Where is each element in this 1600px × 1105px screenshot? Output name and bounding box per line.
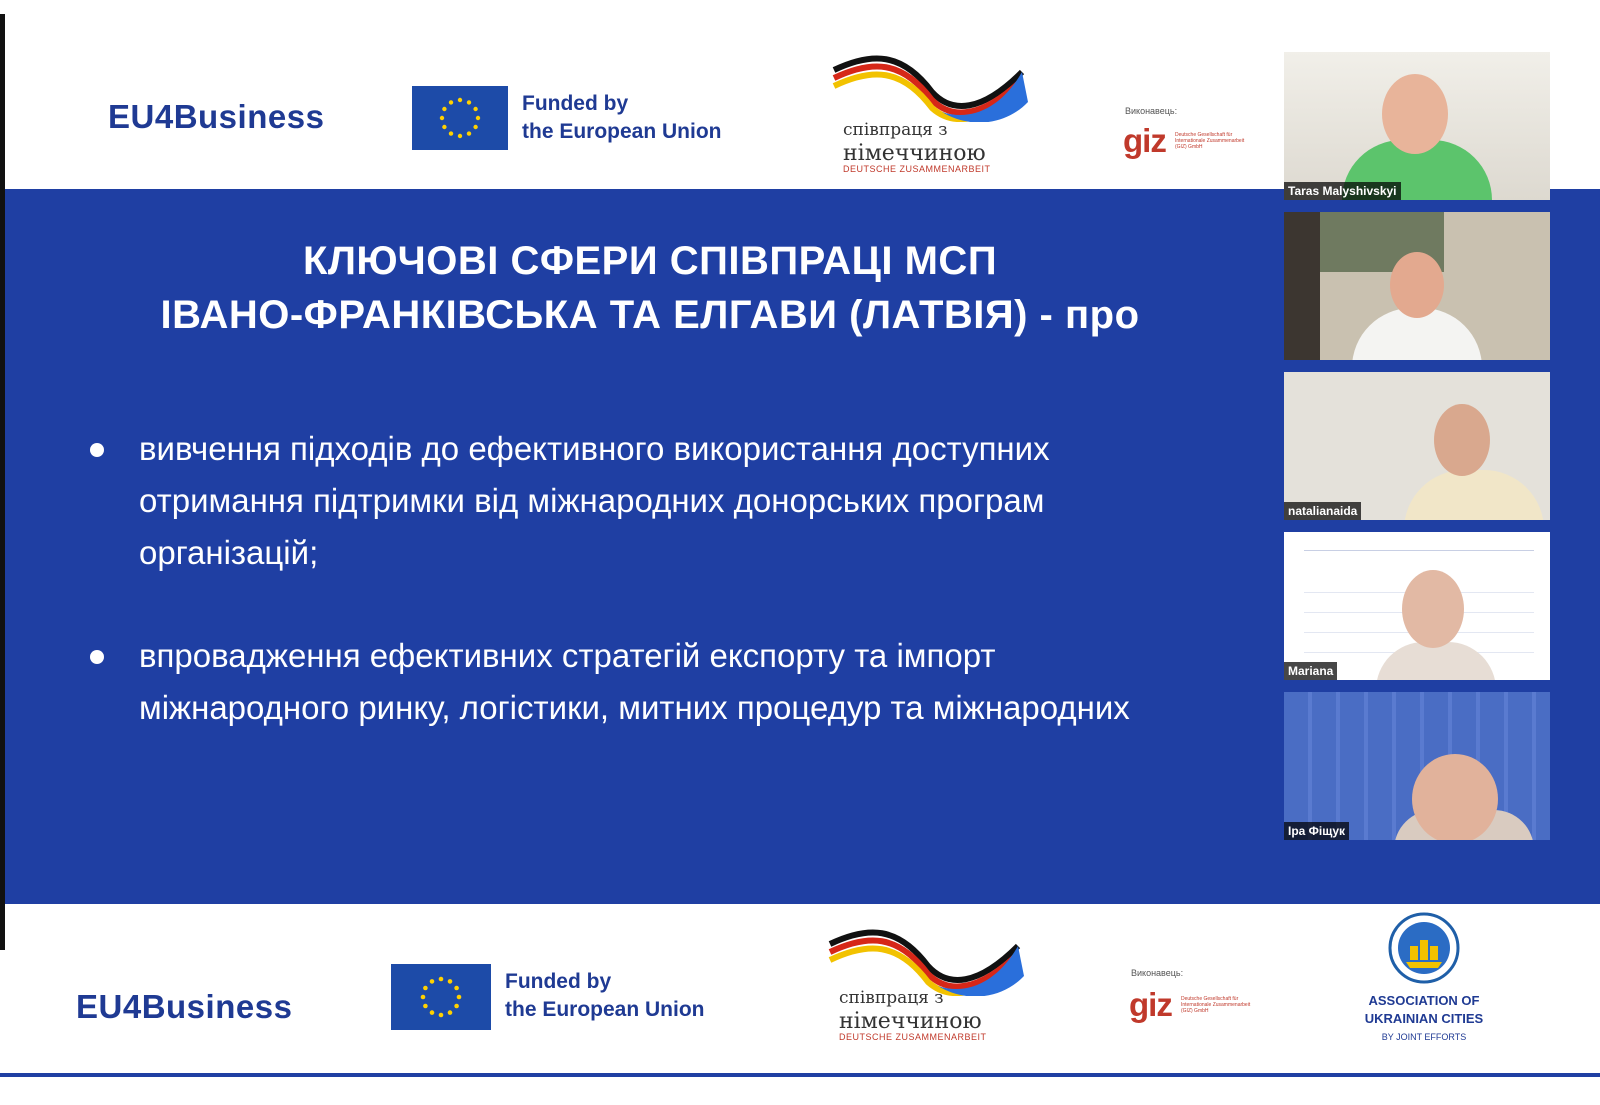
participant-video-tile[interactable] bbox=[1284, 212, 1550, 360]
participant-name-label: natalianaida bbox=[1284, 502, 1361, 520]
participant-head bbox=[1390, 252, 1444, 318]
auc-line2: UKRAINIAN CITIES bbox=[1364, 1011, 1484, 1026]
giz-logo: giz bbox=[1129, 986, 1172, 1023]
auc-line1: ASSOCIATION OF bbox=[1368, 993, 1480, 1008]
eu4business-logo: EU4Business bbox=[76, 988, 293, 1025]
eu-flag-icon bbox=[412, 86, 508, 150]
funded-line2: the European Union bbox=[505, 998, 705, 1021]
slide-title-line2: ІВАНО-ФРАНКІВСЬКА ТА ЕЛГАВИ (ЛАТВІЯ) - про bbox=[160, 293, 1140, 337]
funded-by-eu-text bbox=[522, 90, 722, 146]
executor-caption: Виконавець: bbox=[1131, 968, 1184, 978]
auc-tagline: BY JOINT EFFORTS bbox=[1381, 1032, 1467, 1042]
funded-by-eu-text bbox=[505, 968, 705, 1024]
giz-fullname: Deutsche Gesellschaft für Internationale Zusammenarbeit (GIZ) GmbH bbox=[1181, 996, 1251, 1014]
participant-name-label: Іра Фіщук bbox=[1284, 822, 1349, 840]
slide-title-line1: КЛЮЧОВІ СФЕРИ СПІВПРАЦІ МСП bbox=[302, 239, 998, 283]
coop-line2: німеччиною bbox=[839, 1009, 982, 1034]
participant-head bbox=[1412, 754, 1498, 840]
screen-left-edge bbox=[0, 14, 5, 950]
funded-line1: Funded by bbox=[522, 92, 629, 115]
participant-name-label: Taras Malyshivskyi bbox=[1284, 182, 1401, 200]
cooperation-text bbox=[839, 986, 982, 1034]
deutsche-zusammenarbeit-text: DEUTSCHE ZUSAMMENARBEIT bbox=[843, 164, 991, 174]
funded-line1: Funded by bbox=[505, 970, 612, 993]
deutsche-zusammenarbeit-text: DEUTSCHE ZUSAMMENARBEIT bbox=[839, 1032, 987, 1042]
eu4business-logo: EU4Business bbox=[108, 98, 325, 135]
bullet-1-line1: вивчення підходів до ефективного використання доступних bbox=[139, 430, 1050, 467]
bullet-point-icon bbox=[90, 650, 104, 664]
slide-footer bbox=[0, 904, 1600, 1074]
bullet-1-line3: організацій; bbox=[139, 534, 319, 571]
executor-caption: Виконавець: bbox=[1125, 106, 1178, 116]
footer-divider bbox=[0, 1073, 1600, 1077]
coop-line2: німеччиною bbox=[843, 141, 986, 166]
participant-head bbox=[1402, 570, 1464, 648]
association-ukrainian-cities-text bbox=[1349, 992, 1499, 1028]
coop-line1: співпраця з bbox=[843, 120, 948, 140]
eu-flag-icon bbox=[391, 964, 491, 1030]
participant-body bbox=[1404, 470, 1544, 520]
participant-video-tile[interactable] bbox=[1284, 692, 1550, 840]
participant-name-label: Mariana bbox=[1284, 662, 1337, 680]
participant-video-tile[interactable] bbox=[1284, 372, 1550, 520]
giz-fullname: Deutsche Gesellschaft für Internationale Zusammenarbeit (GIZ) GmbH bbox=[1175, 132, 1245, 150]
participant-head bbox=[1434, 404, 1490, 476]
bullet-2-line1: впровадження ефективних стратегій експорту та імпорт bbox=[139, 637, 996, 674]
cooperation-text bbox=[843, 118, 986, 166]
participant-head bbox=[1382, 74, 1448, 154]
bullet-point-icon bbox=[90, 443, 104, 457]
participant-video-tile[interactable] bbox=[1284, 52, 1550, 200]
association-ukrainian-cities-emblem-icon bbox=[1388, 912, 1460, 984]
coop-line1: співпраця з bbox=[839, 988, 944, 1008]
participant-video-tile[interactable] bbox=[1284, 532, 1550, 680]
bullet-2-line2: міжнародного ринку, логістики, митних процедур та міжнародних bbox=[139, 689, 1130, 726]
top-band bbox=[0, 0, 1600, 15]
giz-logo: giz bbox=[1123, 122, 1166, 159]
german-cooperation-swoosh-icon bbox=[832, 52, 1032, 122]
funded-line2: the European Union bbox=[522, 120, 722, 143]
bullet-1-line2: отримання підтримки від міжнародних донорських програм bbox=[139, 482, 1045, 519]
